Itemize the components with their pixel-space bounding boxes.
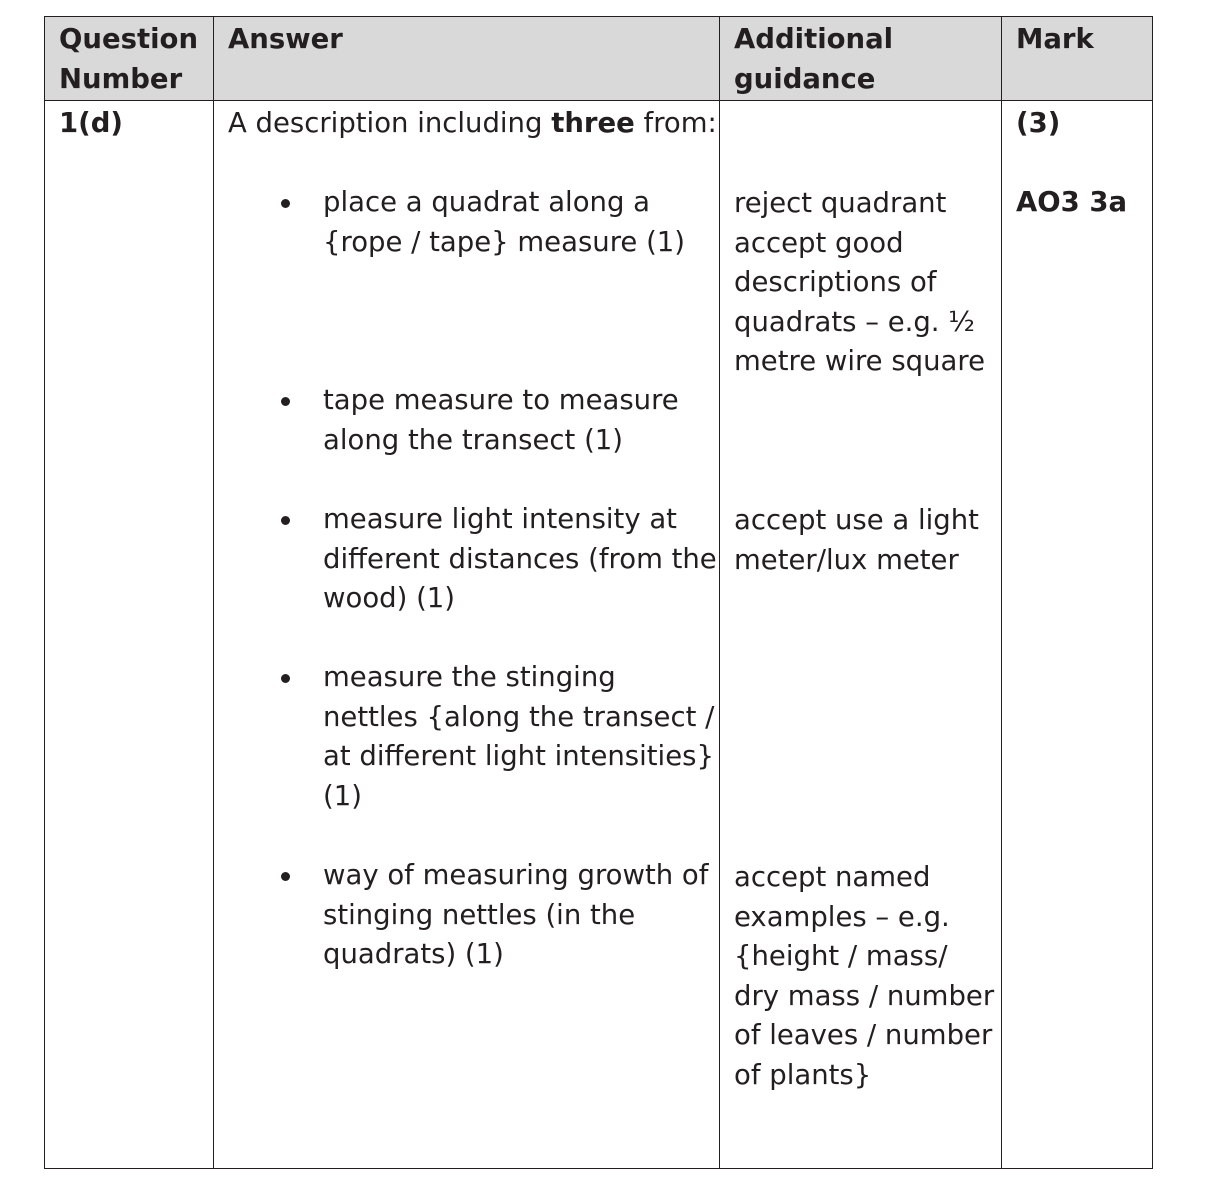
header-question-number: Question Number xyxy=(45,17,214,101)
bullet-text: way of measuring growth of stinging nettles (in the quadrats) (1) xyxy=(323,859,709,970)
guidance-note: reject quadrant accept good descriptions of quadrats – e.g. ½ metre wire square xyxy=(734,187,986,377)
bullet-text: measure light intensity at different distances (from the wood) (1) xyxy=(323,503,717,614)
list-item xyxy=(228,183,719,381)
answer-intro-bold: three xyxy=(551,107,635,139)
table-row xyxy=(45,101,1153,1169)
question-number-cell xyxy=(45,101,214,1169)
header-answer: Answer xyxy=(214,17,720,101)
guidance-note: accept use a light meter/lux meter xyxy=(734,504,979,576)
answer-intro xyxy=(228,104,719,183)
list-item xyxy=(228,500,719,658)
bullet-icon xyxy=(281,516,290,525)
bullet-icon xyxy=(281,199,290,208)
answer-bullet-list xyxy=(228,183,719,975)
bullet-icon xyxy=(281,397,290,406)
mark-cell xyxy=(1002,101,1153,1169)
additional-guidance-cell xyxy=(720,101,1002,1169)
list-item xyxy=(228,381,719,500)
answer-cell xyxy=(214,101,720,1169)
guidance-note: accept named examples – e.g. {height / mass/ dry mass / number of leaves / number of plants} xyxy=(734,861,995,1091)
assessment-objective: AO3 3a xyxy=(1016,186,1128,218)
answer-intro-post: from: xyxy=(634,107,717,139)
bullet-icon xyxy=(281,872,290,881)
bullet-text: place a quadrat along a {rope / tape} measure (1) xyxy=(323,186,686,258)
bullet-text: tape measure to measure along the transect (1) xyxy=(323,384,679,456)
header-row xyxy=(45,17,1153,101)
list-item xyxy=(228,658,719,856)
mark-value: (3) xyxy=(1016,107,1061,139)
question-number: 1(d) xyxy=(59,107,123,139)
header-additional-guidance: Additional guidance xyxy=(720,17,1002,101)
bullet-text: measure the stinging nettles {along the transect / at different light intensities} (1) xyxy=(323,661,715,812)
mark-scheme-table xyxy=(44,16,1153,1169)
bullet-icon xyxy=(281,674,290,683)
list-item xyxy=(228,856,719,975)
header-mark: Mark xyxy=(1002,17,1153,101)
answer-intro-pre: A description including xyxy=(228,107,552,139)
